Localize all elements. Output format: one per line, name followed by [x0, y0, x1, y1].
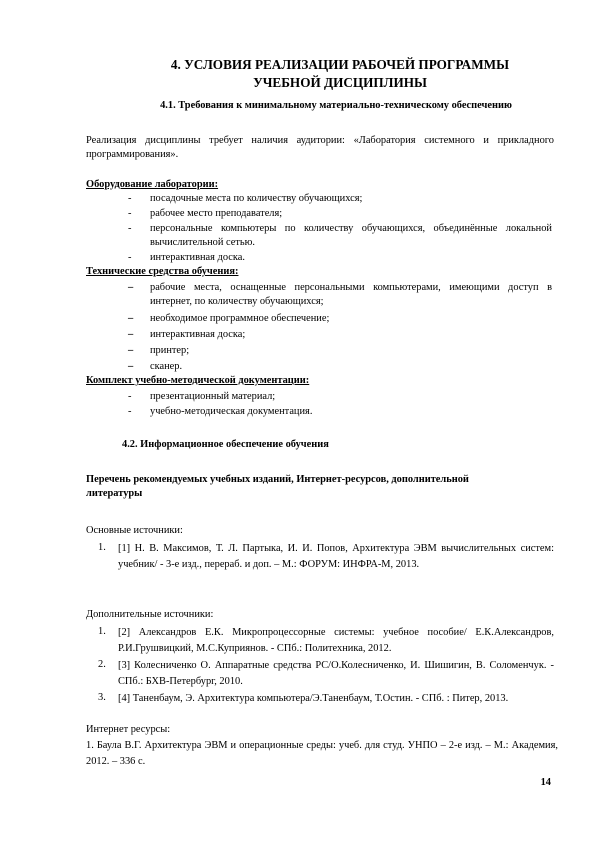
extra-sources-list: 1. [2] Александров Е.К. Микропроцессорные системы: учебное пособие/ Е.К.Александров, Р.И.Грушвицкий, М.С.Куприянов. - СПб.: Политехника, 2012. 2. [3] Колесниченко О. Аппаратные средства РС/О.Колесниченко, И. Шишигин, В. Соломенчук. - СПб.: БХВ-Петербург, 2010. 3. [4] Таненбаум, Э. Архитектура компьютера/Э.Таненбаум, Т.Остин. - СПб. : Питер, 2013. [98, 626, 554, 704]
page-title-line-1: 4. УСЛОВИЯ РЕАЛИЗАЦИИ РАБОЧЕЙ ПРОГРАММЫ [170, 57, 510, 72]
technical-list: – рабочие места, оснащенные персональными компьютерами, имеющими доступ в интернет, по количеству обучающихся; – необходимое программное обеспечение; – интерактивная доска; – принтер; – сканер. [128, 282, 552, 372]
dash-bullet: – [128, 329, 134, 340]
internet-resource-item: 1. Баула В.Г. Архитектура ЭВМ и операционные среды: учеб. для студ. УНПО – 2-е изд. – М.: Академия, 2012. – 336 с. [86, 740, 558, 767]
section-4-2-heading: 4.2. Информационное обеспечение обучения [122, 439, 329, 450]
section-4-1-heading: 4.1. Требования к минимальному материально-техническому обеспечению [160, 100, 512, 111]
equipment-heading: Оборудование лаборатории: [86, 179, 219, 190]
hyphen-bullet: - [128, 391, 132, 402]
technical-heading: Технические средства обучения: [86, 266, 239, 277]
hyphen-bullet: - [128, 252, 132, 263]
dash-bullet: – [128, 361, 134, 372]
intro-paragraph: Реализация дисциплины требует наличия аудитории: «Лаборатория системного и прикладного программирования». [86, 135, 554, 160]
item-number: 2. [98, 659, 106, 670]
equipment-list: - посадочные места по количеству обучающихся; - рабочее место преподавателя; - персональные компьютеры по количеству обучающихся, объединённые локальной вычислительной сетью. - интерактивная доска. [128, 193, 552, 263]
hyphen-bullet: - [128, 208, 132, 219]
item-number: 1. [98, 542, 106, 553]
item-number: 1. [98, 626, 106, 637]
recommended-list-heading: Перечень рекомендуемых учебных изданий, Интернет-ресурсов, дополнительной литературы [86, 474, 469, 499]
page-title-line-2: УЧЕБНОЙ ДИСЦИПЛИНЫ [253, 75, 427, 90]
main-sources-heading: Основные источники: [86, 525, 183, 536]
dash-bullet: – [128, 345, 134, 356]
hyphen-bullet: - [128, 406, 132, 417]
hyphen-bullet: - [128, 223, 132, 234]
internet-resources-heading: Интернет ресурсы: [86, 724, 171, 735]
hyphen-bullet: - [128, 193, 132, 204]
dash-bullet: – [128, 313, 134, 324]
main-sources-list: 1. [1] Н. В. Максимов, Т. Л. Партыка, И. И. Попов, Архитектура ЭВМ вычислительных систем: учебник/ - 3-е изд., перераб. и доп. – М.: ФОРУМ: ИНФРА-М, 2013. [98, 542, 554, 570]
dash-bullet: – [128, 282, 134, 293]
extra-sources-heading: Дополнительные источники: [86, 609, 214, 620]
item-number: 3. [98, 692, 106, 703]
docs-list: - презентационный материал; - учебно-методическая документация. [128, 391, 313, 417]
page-number: 14 [540, 777, 551, 788]
docs-heading: Комплект учебно-методической документации: [86, 375, 310, 386]
